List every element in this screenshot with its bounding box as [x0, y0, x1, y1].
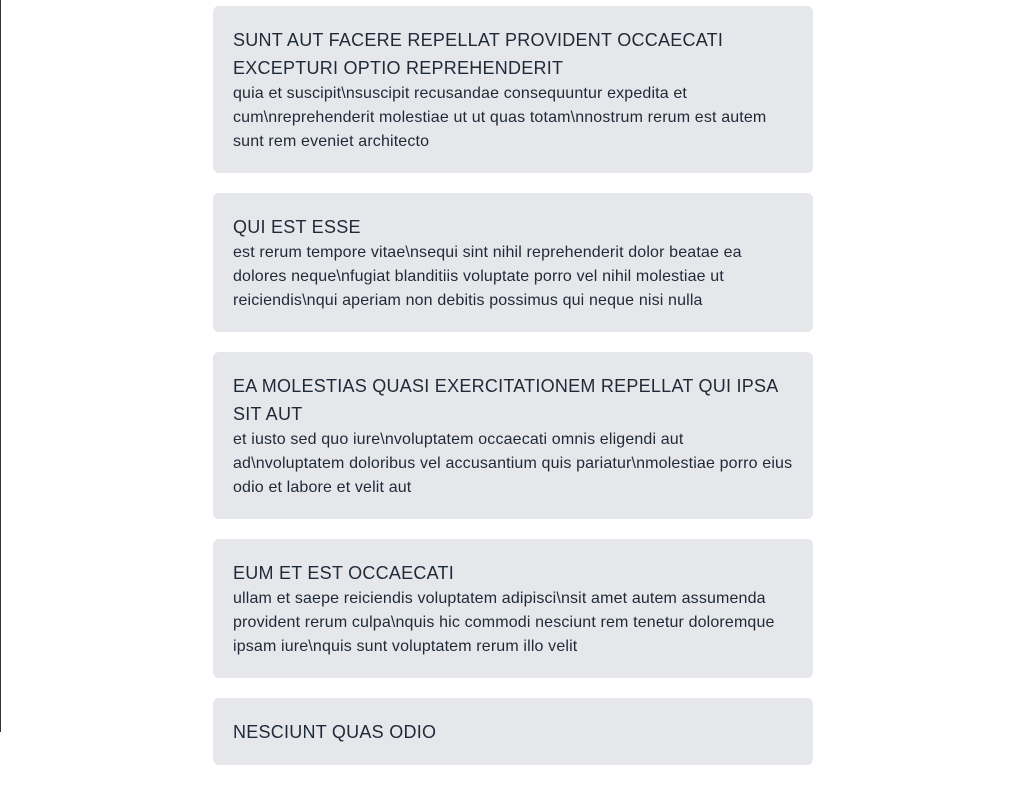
post-title: NESCIUNT QUAS ODIO	[233, 722, 437, 742]
post-body: quia et suscipit\nsuscipit recusandae consequuntur expedita et cum\nreprehenderit molestiae ut ut quas totam\nnostrum rerum est autem sunt rem eveniet architecto	[233, 85, 767, 150]
post-title: SUNT AUT FACERE REPELLAT PROVIDENT OCCAECATI EXCEPTURI OPTIO REPREHENDERIT	[233, 30, 724, 78]
window-left-border	[0, 0, 1, 732]
post-list	[213, 6, 813, 785]
post-card	[213, 6, 813, 173]
post-body: et iusto sed quo iure\nvoluptatem occaecati omnis eligendi aut ad\nvoluptatem doloribus vel accusantium quis pariatur\nmolestiae porro eius odio et labore et velit aut	[233, 431, 793, 496]
post-title: QUI EST ESSE	[233, 217, 361, 237]
post-card	[213, 193, 813, 332]
post-title: EA MOLESTIAS QUASI EXERCITATIONEM REPELLAT QUI IPSA SIT AUT	[233, 376, 778, 424]
post-card	[213, 352, 813, 519]
post-body: ullam et saepe reiciendis voluptatem adipisci\nsit amet autem assumenda provident rerum culpa\nquis hic commodi nesciunt rem tenetur doloremque ipsam iure\nquis sunt voluptatem rerum illo velit	[233, 590, 775, 655]
post-body: est rerum tempore vitae\nsequi sint nihil reprehenderit dolor beatae ea dolores neque\nfugiat blanditiis voluptate porro vel nihil molestiae ut reiciendis\nqui aperiam non debitis possimus qui neque nisi nulla	[233, 244, 742, 309]
post-title: EUM ET EST OCCAECATI	[233, 563, 455, 583]
post-card	[213, 539, 813, 678]
